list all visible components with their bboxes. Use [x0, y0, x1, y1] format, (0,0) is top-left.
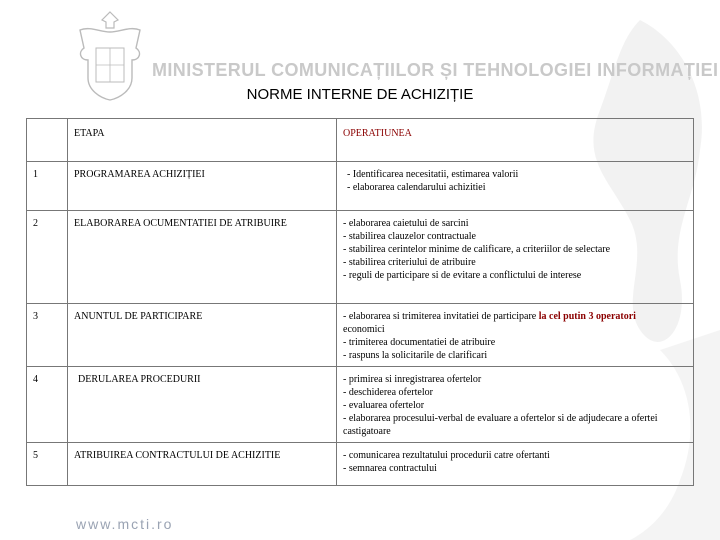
row-etapa: DERULAREA PROCEDURII — [68, 367, 337, 443]
op-line: - evaluarea ofertelor — [343, 400, 425, 411]
header-num-cell — [27, 119, 68, 162]
row-etapa: ANUNTUL DE PARTICIPARE — [68, 304, 337, 367]
row-operatiunea — [337, 443, 694, 486]
row-operatiunea — [337, 162, 694, 211]
op-line: - trimiterea documentatiei de atribuire — [343, 337, 496, 348]
row-etapa: ATRIBUIREA CONTRACTULUI DE ACHIZITIE — [68, 443, 337, 486]
table-header-row — [27, 119, 694, 162]
op-line: - stabilirea clauzelor contractuale — [343, 231, 476, 242]
table-row — [27, 367, 694, 443]
table-row — [27, 304, 694, 367]
table-row — [27, 443, 694, 486]
footer-url[interactable]: www.mcti.ro — [76, 516, 174, 532]
op-line: - comunicarea rezultatului procedurii catre ofertanti — [343, 450, 550, 461]
op-line: economici — [343, 324, 385, 335]
op-line: - stabilirea cerintelor minime de calificare, a criteriilor de selectare — [343, 244, 611, 255]
row-operatiunea — [337, 211, 694, 304]
page-title: NORME INTERNE DE ACHIZIȚIE — [246, 86, 474, 103]
op-line: - raspuns la solicitarile de clarificari — [343, 350, 488, 361]
op-line: - primirea si inregistrarea ofertelor — [343, 374, 482, 385]
op-line: - deschiderea ofertelor — [343, 387, 433, 398]
row-etapa: ELABORAREA OCUMENTATIEI DE ATRIBUIRE — [68, 211, 337, 304]
op-line: - elaborarea caietului de sarcini — [343, 218, 469, 229]
header-operatiunea: OPERATIUNEA — [337, 119, 694, 162]
row-operatiunea — [337, 304, 694, 367]
op-line: - semnarea contractului — [343, 463, 437, 474]
header-etapa: ETAPA — [68, 119, 337, 162]
op-line — [343, 310, 687, 323]
op-line: - elaborarea calendarului achizitiei — [347, 182, 486, 193]
procurement-table — [26, 118, 694, 486]
operator-requirement: la cel putin 3 operatori — [538, 311, 636, 322]
row-number: 3 — [27, 304, 68, 367]
op-line: - reguli de participare si de evitare a conflictului de interese — [343, 270, 582, 281]
row-number: 4 — [27, 367, 68, 443]
table-row — [27, 211, 694, 304]
table-row — [27, 162, 694, 211]
op-line: - Identificarea necesitatii, estimarea valorii — [347, 169, 519, 180]
op-line: - elaborarea procesului-verbal de evaluare a ofertelor si de adjudecare a ofertei castigatoare — [343, 413, 658, 437]
ministry-name: MINISTERUL COMUNICAȚIILOR ȘI TEHNOLOGIEI INFORMAȚIEI — [152, 60, 719, 80]
op-text: - elaborarea si trimiterea invitatiei de participare — [343, 311, 539, 322]
row-number: 2 — [27, 211, 68, 304]
row-operatiunea — [337, 367, 694, 443]
row-number: 5 — [27, 443, 68, 486]
op-line: - stabilirea criteriului de atribuire — [343, 257, 476, 268]
row-etapa: PROGRAMAREA ACHIZIȚIEI — [68, 162, 337, 211]
row-number: 1 — [27, 162, 68, 211]
